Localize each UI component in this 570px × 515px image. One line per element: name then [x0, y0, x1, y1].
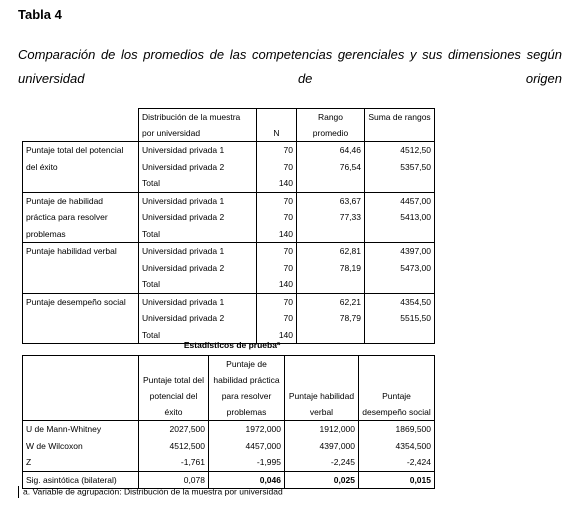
footnote-text: a. Variable de agrupación: Distribución de la muestra por universidad [23, 486, 283, 497]
n-cell: 70 [257, 159, 297, 176]
n-cell: 140 [257, 276, 297, 293]
n-cell: 140 [257, 226, 297, 243]
statistic-value: 1869,500 [359, 421, 435, 438]
group-cell: Total [139, 327, 257, 344]
mean-rank-cell: 62,21 [297, 293, 365, 310]
sum-ranks-cell: 4397,00 [365, 243, 435, 260]
n-cell: 70 [257, 260, 297, 277]
group-cell: Universidad privada 1 [139, 293, 257, 310]
mean-rank-cell: 78,19 [297, 260, 365, 277]
mean-rank-cell: 64,46 [297, 142, 365, 159]
corner-cell [23, 356, 139, 421]
cursor-mark [18, 486, 19, 498]
table-row [23, 142, 435, 159]
group-cell: Universidad privada 1 [139, 192, 257, 209]
sum-ranks-cell: 5357,50 [365, 159, 435, 176]
n-cell: 70 [257, 209, 297, 226]
mean-rank-cell: 63,67 [297, 192, 365, 209]
test-header-cell: Puntaje desempeño social [359, 356, 435, 421]
table-row [23, 293, 435, 310]
n-cell: 70 [257, 293, 297, 310]
sum-ranks-cell: 4512,50 [365, 142, 435, 159]
table-row [23, 438, 435, 455]
statistic-value: -2,245 [285, 454, 359, 471]
n-cell: 70 [257, 142, 297, 159]
statistic-value: 4512,500 [139, 438, 209, 455]
mean-rank-cell: 76,54 [297, 159, 365, 176]
sum-ranks-cell: 4354,50 [365, 293, 435, 310]
statistic-value: 0,025 [285, 471, 359, 489]
footnote [18, 486, 283, 498]
n-cell: 70 [257, 310, 297, 327]
statistic-value: 2027,500 [139, 421, 209, 438]
block-label: Puntaje habilidad verbal [23, 243, 139, 294]
group-cell: Total [139, 276, 257, 293]
statistic-value: 1972,000 [209, 421, 285, 438]
statistic-value: 0,078 [139, 471, 209, 489]
statistic-label: Z [23, 454, 139, 471]
statistic-label: W de Wilcoxon [23, 438, 139, 455]
table-row [23, 421, 435, 438]
sum-ranks-cell: 5473,00 [365, 260, 435, 277]
ranks-table [22, 108, 435, 344]
table-row [23, 454, 435, 471]
statistic-value: 1912,000 [285, 421, 359, 438]
statistic-value: -2,424 [359, 454, 435, 471]
sum-ranks-cell: 5413,00 [365, 209, 435, 226]
mean-rank-cell [297, 276, 365, 293]
n-cell: 70 [257, 243, 297, 260]
header-mean-rank: Rango promedio [297, 109, 365, 142]
group-cell: Universidad privada 2 [139, 310, 257, 327]
mean-rank-cell: 78,79 [297, 310, 365, 327]
table-row [23, 243, 435, 260]
group-cell: Total [139, 226, 257, 243]
sum-ranks-cell: 5515,50 [365, 310, 435, 327]
group-cell: Universidad privada 1 [139, 243, 257, 260]
test-header-row [23, 356, 435, 421]
group-cell: Universidad privada 1 [139, 142, 257, 159]
statistic-value: 0,015 [359, 471, 435, 489]
sum-ranks-cell: 4457,00 [365, 192, 435, 209]
table-title: Tabla 4 [18, 7, 62, 22]
table-caption: Comparación de los promedios de las competencias gerenciales y sus dimensiones según universidad de origen [18, 47, 562, 86]
block-label: Puntaje de habilidad práctica para resolver problemas [23, 192, 139, 243]
n-cell: 70 [257, 192, 297, 209]
statistic-label: U de Mann-Whitney [23, 421, 139, 438]
statistic-value: 4457,000 [209, 438, 285, 455]
test-header-cell: Puntaje de habilidad práctica para resolver problemas [209, 356, 285, 421]
test-header-cell: Puntaje habilidad verbal [285, 356, 359, 421]
block-label: Puntaje desempeño social [23, 293, 139, 344]
statistic-value: 4354,500 [359, 438, 435, 455]
statistic-value: 0,046 [209, 471, 285, 489]
table-row [23, 192, 435, 209]
statistic-value: -1,995 [209, 454, 285, 471]
group-cell: Universidad privada 2 [139, 209, 257, 226]
mean-rank-cell [297, 175, 365, 192]
mean-rank-cell: 77,33 [297, 209, 365, 226]
n-cell: 140 [257, 327, 297, 344]
sum-ranks-cell [365, 276, 435, 293]
n-cell: 140 [257, 175, 297, 192]
test-statistics-table [22, 355, 435, 489]
header-group: Distribución de la muestra por universidad [139, 109, 257, 142]
sum-ranks-cell [365, 175, 435, 192]
group-cell: Universidad privada 2 [139, 260, 257, 277]
block-label: Puntaje total del potencial del éxito [23, 142, 139, 193]
mean-rank-cell: 62,81 [297, 243, 365, 260]
ranks-header-row [23, 109, 435, 142]
header-sum-ranks: Suma de rangos [365, 109, 435, 142]
statistic-label: Sig. asintótica (bilateral) [23, 471, 139, 489]
statistic-value: -1,761 [139, 454, 209, 471]
mean-rank-cell [297, 226, 365, 243]
sum-ranks-cell [365, 226, 435, 243]
statistic-value: 4397,000 [285, 438, 359, 455]
test-table-caption: Estadísticos de pruebaª [183, 340, 281, 350]
group-cell: Total [139, 175, 257, 192]
group-cell: Universidad privada 2 [139, 159, 257, 176]
header-n: N [257, 109, 297, 142]
test-header-cell: Puntaje total del potencial del éxito [139, 356, 209, 421]
